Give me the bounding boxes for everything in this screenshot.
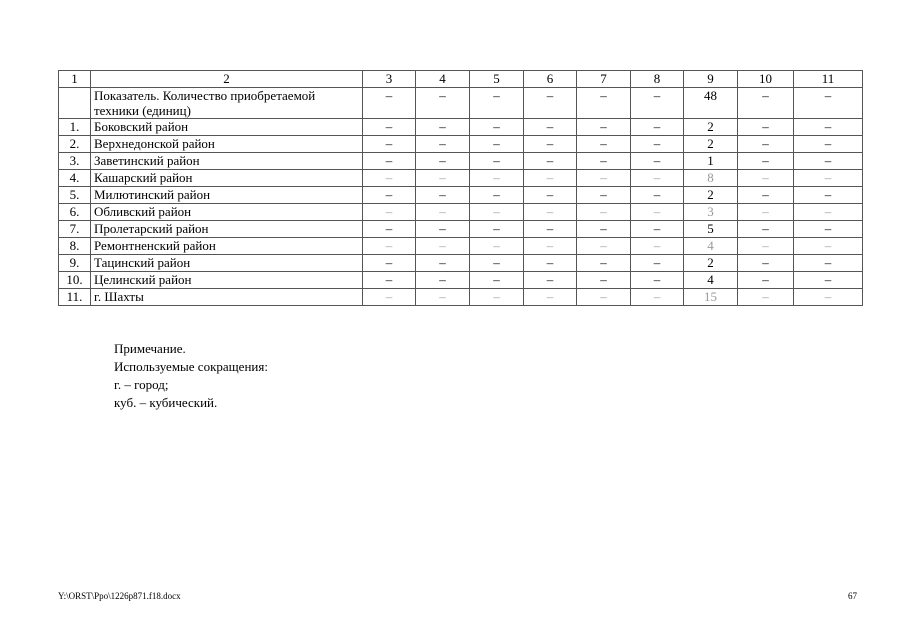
district-name-cell: Ремонтненский район (91, 238, 363, 255)
value-cell: – (631, 272, 684, 289)
value-cell: – (363, 289, 416, 306)
value-cell: 5 (684, 221, 738, 238)
value-cell: – (470, 153, 524, 170)
value-cell: – (363, 221, 416, 238)
value-cell: – (794, 153, 863, 170)
value-cell: – (416, 238, 470, 255)
value-cell: 1 (684, 153, 738, 170)
value-cell: – (524, 153, 577, 170)
value-cell: – (524, 255, 577, 272)
value-cell: – (738, 153, 794, 170)
value-cell: – (416, 136, 470, 153)
table-row (59, 153, 863, 170)
value-cell: – (470, 119, 524, 136)
note-title: Примечание. (114, 341, 186, 356)
value-cell: – (470, 136, 524, 153)
value-cell: – (524, 221, 577, 238)
value-cell: – (363, 255, 416, 272)
value-cell: – (416, 88, 470, 119)
value-cell: – (631, 255, 684, 272)
row-number-cell: 7. (59, 221, 91, 238)
value-cell: 2 (684, 136, 738, 153)
value-cell: – (738, 289, 794, 306)
column-number-header: 7 (577, 71, 631, 88)
value-cell: – (794, 238, 863, 255)
value-cell: – (524, 204, 577, 221)
value-cell: – (416, 153, 470, 170)
value-cell: – (416, 289, 470, 306)
value-cell: – (470, 255, 524, 272)
table-row (59, 119, 863, 136)
value-cell: 4 (684, 272, 738, 289)
value-cell: – (524, 119, 577, 136)
value-cell: – (416, 187, 470, 204)
value-cell: – (470, 88, 524, 119)
value-cell: – (577, 221, 631, 238)
value-cell: – (631, 238, 684, 255)
value-cell: – (416, 221, 470, 238)
value-cell: – (524, 289, 577, 306)
value-cell: – (524, 170, 577, 187)
value-cell: – (794, 187, 863, 204)
value-cell: – (577, 204, 631, 221)
value-cell: – (363, 153, 416, 170)
value-cell: – (794, 289, 863, 306)
value-cell: – (738, 88, 794, 119)
value-cell: – (738, 136, 794, 153)
value-cell: – (470, 289, 524, 306)
table-row (59, 204, 863, 221)
value-cell: – (794, 272, 863, 289)
district-name-cell: Кашарский район (91, 170, 363, 187)
district-name-cell: Боковский район (91, 119, 363, 136)
column-number-header: 8 (631, 71, 684, 88)
value-cell: – (470, 221, 524, 238)
value-cell: 3 (684, 204, 738, 221)
value-cell: – (470, 272, 524, 289)
value-cell: – (631, 204, 684, 221)
value-cell: – (416, 255, 470, 272)
value-cell: 8 (684, 170, 738, 187)
value-cell: – (577, 153, 631, 170)
value-cell: – (363, 204, 416, 221)
value-cell: – (363, 272, 416, 289)
value-cell: – (794, 255, 863, 272)
value-cell: 2 (684, 187, 738, 204)
value-cell: – (738, 255, 794, 272)
row-number-cell: 5. (59, 187, 91, 204)
value-cell: – (631, 153, 684, 170)
district-name-cell: Целинский район (91, 272, 363, 289)
value-cell: – (470, 204, 524, 221)
value-cell: – (470, 170, 524, 187)
value-cell: – (794, 170, 863, 187)
value-cell: – (524, 238, 577, 255)
value-cell: 2 (684, 119, 738, 136)
note-abbreviation-cubic: куб. – кубический. (114, 395, 218, 410)
indicator-row (59, 88, 863, 119)
value-cell: – (363, 119, 416, 136)
column-number-header: 10 (738, 71, 794, 88)
row-number-cell: 10. (59, 272, 91, 289)
value-cell: – (416, 170, 470, 187)
value-cell: – (363, 88, 416, 119)
table-row (59, 221, 863, 238)
value-cell: – (577, 88, 631, 119)
value-cell: – (738, 204, 794, 221)
row-number-cell: 11. (59, 289, 91, 306)
value-cell: – (631, 170, 684, 187)
footer-file-path: Y:\ORST\Ppo\1226p871.f18.docx (58, 591, 181, 601)
value-cell: – (631, 119, 684, 136)
row-number-cell: 1. (59, 119, 91, 136)
value-cell: – (577, 170, 631, 187)
value-cell: – (524, 187, 577, 204)
value-cell: – (631, 88, 684, 119)
column-number-header: 11 (794, 71, 863, 88)
value-cell: – (631, 221, 684, 238)
district-name-cell: Верхнедонской район (91, 136, 363, 153)
row-number-cell (59, 88, 91, 119)
indicator-label-cell: Показатель. Количество приобретаемой техники (единиц) (91, 88, 363, 119)
value-cell: – (416, 204, 470, 221)
value-cell: – (794, 119, 863, 136)
value-cell: – (738, 170, 794, 187)
row-number-cell: 9. (59, 255, 91, 272)
value-cell: – (794, 136, 863, 153)
notes-block (114, 340, 268, 412)
value-cell: – (631, 136, 684, 153)
district-name-cell: Милютинский район (91, 187, 363, 204)
table-row (59, 170, 863, 187)
column-number-header: 9 (684, 71, 738, 88)
value-cell: – (577, 272, 631, 289)
column-number-header: 4 (416, 71, 470, 88)
column-number-header: 3 (363, 71, 416, 88)
row-number-cell: 3. (59, 153, 91, 170)
value-cell: – (577, 119, 631, 136)
value-cell: – (577, 238, 631, 255)
column-number-header: 2 (91, 71, 363, 88)
table-header-row (59, 71, 863, 88)
value-cell: – (363, 238, 416, 255)
value-cell: 15 (684, 289, 738, 306)
note-abbreviation-city: г. – город; (114, 377, 169, 392)
value-cell: – (470, 238, 524, 255)
value-cell: – (794, 88, 863, 119)
row-number-cell: 8. (59, 238, 91, 255)
table-row (59, 272, 863, 289)
value-cell: – (577, 255, 631, 272)
table-row (59, 289, 863, 306)
column-number-header: 6 (524, 71, 577, 88)
table-row (59, 136, 863, 153)
note-abbreviations-heading: Используемые сокращения: (114, 359, 268, 374)
value-cell: – (524, 88, 577, 119)
value-cell: – (794, 221, 863, 238)
row-number-cell: 2. (59, 136, 91, 153)
district-name-cell: Тацинский район (91, 255, 363, 272)
district-name-cell: Обливский район (91, 204, 363, 221)
value-cell: – (631, 187, 684, 204)
value-cell: – (738, 238, 794, 255)
district-name-cell: Заветинский район (91, 153, 363, 170)
district-name-cell: г. Шахты (91, 289, 363, 306)
value-cell: – (416, 119, 470, 136)
table-row (59, 187, 863, 204)
value-cell: 48 (684, 88, 738, 119)
value-cell: – (363, 170, 416, 187)
footer-page-number: 67 (848, 591, 857, 601)
value-cell: 2 (684, 255, 738, 272)
value-cell: – (738, 221, 794, 238)
value-cell: – (524, 136, 577, 153)
value-cell: – (363, 187, 416, 204)
column-number-header: 5 (470, 71, 524, 88)
data-table (58, 70, 863, 306)
value-cell: – (470, 187, 524, 204)
value-cell: – (524, 272, 577, 289)
value-cell: – (738, 272, 794, 289)
row-number-cell: 6. (59, 204, 91, 221)
value-cell: – (416, 272, 470, 289)
value-cell: – (738, 187, 794, 204)
value-cell: – (577, 136, 631, 153)
value-cell: – (738, 119, 794, 136)
value-cell: – (577, 187, 631, 204)
district-name-cell: Пролетарский район (91, 221, 363, 238)
column-number-header: 1 (59, 71, 91, 88)
value-cell: – (577, 289, 631, 306)
value-cell: – (631, 289, 684, 306)
value-cell: – (794, 204, 863, 221)
table-row (59, 238, 863, 255)
value-cell: – (363, 136, 416, 153)
table-row (59, 255, 863, 272)
row-number-cell: 4. (59, 170, 91, 187)
value-cell: 4 (684, 238, 738, 255)
